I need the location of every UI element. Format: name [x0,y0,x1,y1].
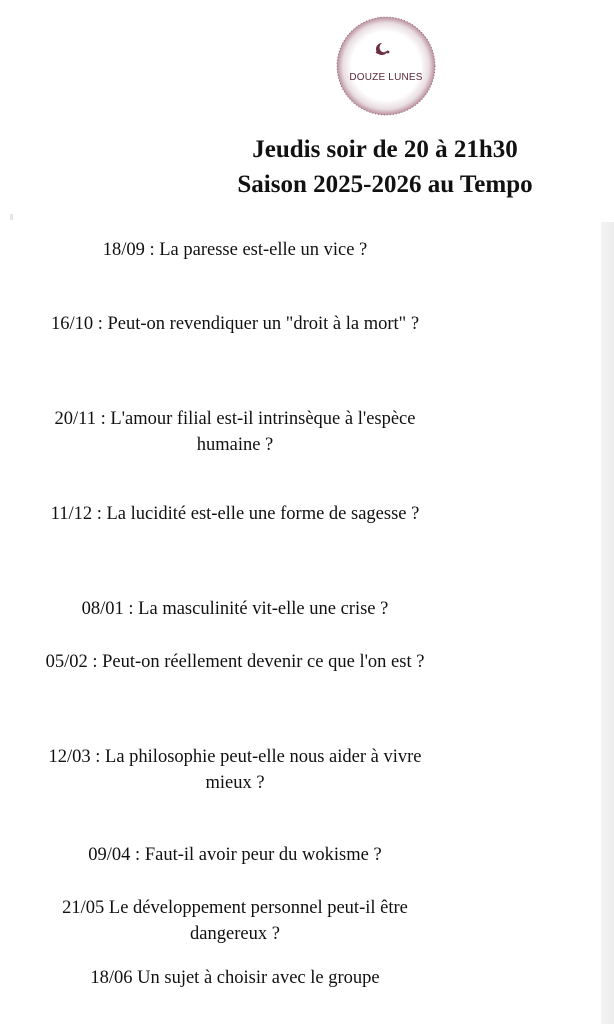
session-item: 21/05 Le développement personnel peut-il être dangereux ? [62,898,408,944]
logo-circle-icon [336,16,436,116]
session-item: 08/01 : La masculinité vit-elle une crise ? [81,599,389,619]
schedule-heading: Jeudis soir de 20 à 21h30 [252,136,518,163]
edge-mark [10,214,13,220]
session-item: 09/04 : Faut-il avoir peur du wokisme ? [88,845,382,865]
session-item: 16/10 : Peut-on revendiquer un "droit à la mort" ? [50,314,420,334]
session-item: 05/02 : Peut-on réellement devenir ce que l'on est ? [45,652,425,672]
douze-lunes-logo [336,16,436,116]
session-item: 11/12 : La lucidité est-elle une forme de sagesse ? [50,504,420,524]
session-item: 20/11 : L'amour filial est-il intrinsèque à l'espèce humaine ? [54,409,416,455]
session-item: 18/06 Un sujet à choisir avec le groupe [90,968,380,988]
season-heading: Saison 2025-2026 au Tempo [237,171,533,198]
session-item: 18/09 : La paresse est-elle un vice ? [102,240,368,260]
logo-text: DOUZE LUNES [349,72,423,83]
session-item: 12/03 : La philosophie peut-elle nous aider à vivre mieux ? [48,747,422,793]
scroll-shade [601,222,614,1024]
